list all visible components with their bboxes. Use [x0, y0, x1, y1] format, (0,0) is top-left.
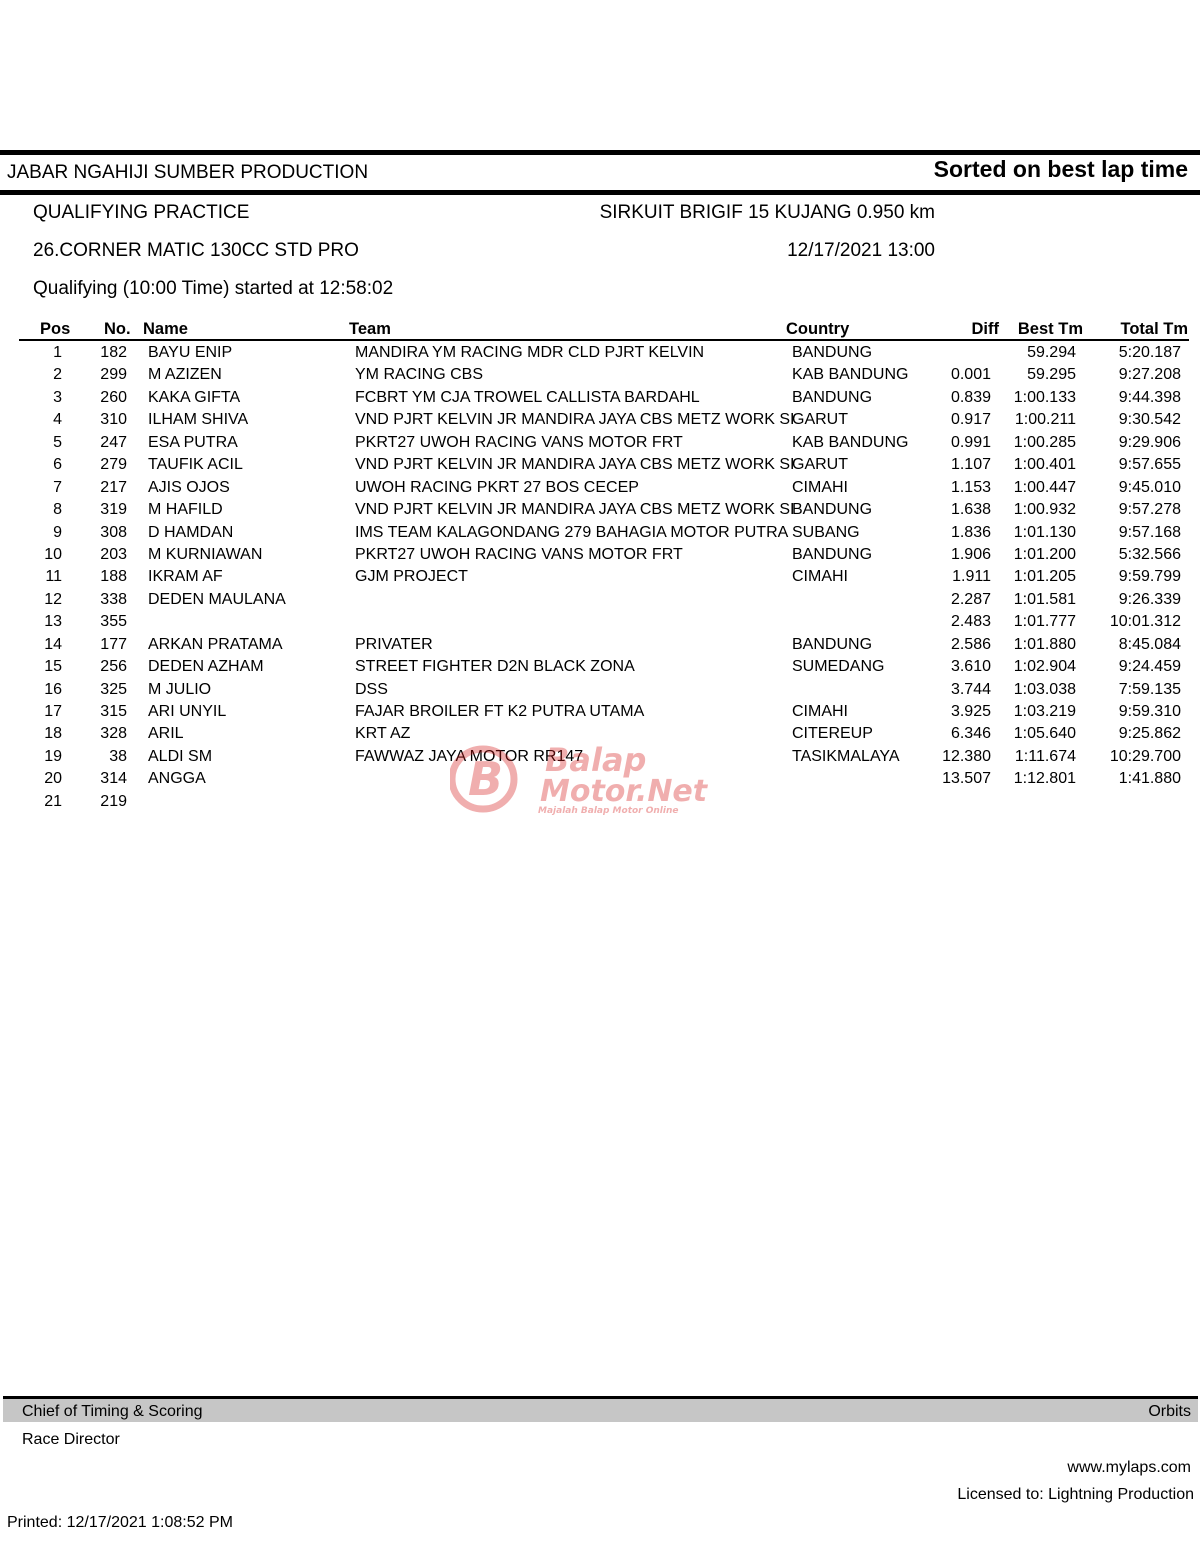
cell-total: 10:01.312 — [1109, 613, 1181, 631]
col-best-header: Best Tm — [1017, 320, 1083, 338]
printed-timestamp: Printed: 12/17/2021 1:08:52 PM — [7, 1514, 233, 1531]
cell-name: IKRAM AF — [148, 568, 223, 586]
cell-pos: 9 — [53, 523, 62, 541]
cell-no: 219 — [100, 792, 127, 810]
website-label: www.mylaps.com — [1067, 1459, 1191, 1476]
cell-best: 1:01.777 — [1013, 613, 1076, 631]
session-start: Qualifying (10:00 Time) started at 12:58:02 — [33, 278, 394, 299]
cell-pos: 8 — [53, 501, 62, 519]
table-row — [0, 410, 1200, 432]
cell-best: 1:01.130 — [1013, 523, 1076, 541]
cell-no: 38 — [109, 747, 127, 765]
cell-country: CIMAHI — [792, 568, 848, 586]
cell-no: 325 — [100, 680, 127, 698]
cell-country: SUBANG — [792, 523, 860, 541]
table-row — [0, 433, 1200, 455]
cell-country: BANDUNG — [792, 344, 873, 361]
cell-country: BANDUNG — [792, 635, 873, 653]
chief-of-timing: Chief of Timing & Scoring — [22, 1403, 203, 1420]
cell-pos: 5 — [53, 433, 62, 451]
cell-team: IMS TEAM KALAGONDANG 279 BAHAGIA MOTOR PUTRA — [355, 523, 789, 541]
table-row — [0, 702, 1200, 724]
col-total-header: Total Tm — [1120, 320, 1188, 338]
cell-name: ARIL — [148, 725, 184, 743]
cell-best: 1:01.581 — [1013, 590, 1076, 608]
cell-total: 9:29.906 — [1118, 433, 1181, 451]
cell-diff: 0.001 — [950, 366, 991, 384]
cell-no: 310 — [100, 411, 127, 429]
cell-pos: 2 — [53, 366, 62, 384]
cell-country: BANDUNG — [792, 388, 873, 406]
table-row — [0, 545, 1200, 567]
cell-pos: 4 — [53, 411, 62, 429]
cell-best: 1:00.401 — [1013, 456, 1076, 474]
cell-name: M HAFILD — [148, 501, 223, 519]
cell-total: 9:45.010 — [1118, 478, 1181, 496]
cell-no: 319 — [100, 501, 127, 519]
watermark-tagline: Majalah Balap Motor Online — [538, 806, 679, 816]
cell-name: ESA PUTRA — [148, 433, 238, 451]
cell-diff: 2.483 — [950, 613, 991, 631]
cell-name: DEDEN AZHAM — [148, 658, 264, 676]
cell-best: 1:11.674 — [1014, 747, 1076, 765]
cell-total: 1:41.880 — [1118, 770, 1181, 788]
cell-diff: 1.911 — [952, 568, 991, 586]
cell-no: 182 — [100, 344, 127, 361]
cell-total: 9:44.398 — [1118, 388, 1181, 406]
cell-best: 59.294 — [1027, 344, 1076, 361]
cell-team: FAJAR BROILER FT K2 PUTRA UTAMA — [355, 703, 645, 720]
cell-country: GARUT — [792, 411, 848, 429]
license-label: Licensed to: Lightning Production — [957, 1486, 1194, 1503]
cell-pos: 10 — [44, 545, 62, 563]
cell-name: DEDEN MAULANA — [148, 590, 286, 608]
cell-best: 1:05.640 — [1013, 725, 1076, 743]
cell-team: MANDIRA YM RACING MDR CLD PJRT KELVIN — [355, 344, 705, 361]
cell-no: 328 — [100, 725, 127, 743]
cell-no: 177 — [100, 635, 127, 653]
cell-team: STREET FIGHTER D2N BLACK ZONA — [355, 658, 635, 676]
col-team-header: Team — [349, 320, 391, 338]
results-table — [0, 343, 1200, 814]
cell-pos: 16 — [44, 680, 62, 698]
cell-country: GARUT — [792, 456, 848, 474]
cell-total: 9:24.459 — [1118, 658, 1181, 676]
cell-total: 5:32.566 — [1118, 545, 1181, 563]
cell-diff: 1.107 — [950, 456, 991, 474]
cell-best: 1:01.200 — [1013, 545, 1076, 563]
cell-total: 9:59.310 — [1118, 703, 1181, 720]
col-pos-header: Pos — [40, 320, 71, 338]
cell-pos: 19 — [44, 747, 62, 765]
cell-total: 9:27.208 — [1118, 366, 1181, 384]
cell-diff: 12.380 — [942, 747, 991, 765]
cell-diff: 6.346 — [950, 725, 991, 743]
table-row — [0, 724, 1200, 746]
cell-no: 355 — [100, 613, 127, 631]
cell-best: 1:00.211 — [1014, 411, 1076, 429]
cell-best: 1:02.904 — [1013, 658, 1076, 676]
cell-name: M KURNIAWAN — [148, 545, 263, 563]
col-name-header: Name — [143, 320, 188, 338]
orbits-label: Orbits — [1148, 1403, 1191, 1420]
cell-team: FCBRT YM CJA TROWEL CALLISTA BARDAHL — [355, 388, 700, 406]
cell-total: 9:25.862 — [1118, 725, 1181, 743]
table-row — [0, 343, 1200, 365]
cell-best: 1:01.205 — [1013, 568, 1076, 586]
cell-team: YM RACING CBS — [355, 366, 484, 384]
cell-country: BANDUNG — [792, 545, 873, 563]
cell-best: 1:00.447 — [1013, 478, 1076, 496]
cell-no: 315 — [100, 703, 127, 720]
table-row — [0, 567, 1200, 589]
cell-no: 314 — [100, 770, 127, 788]
cell-diff: 2.586 — [950, 635, 991, 653]
cell-pos: 15 — [44, 658, 62, 676]
cell-no: 279 — [100, 456, 127, 474]
cell-best: 59.295 — [1027, 366, 1076, 384]
cell-diff: 0.839 — [950, 388, 991, 406]
cell-name: ARI UNYIL — [148, 703, 227, 720]
cell-no: 203 — [100, 545, 127, 563]
results-header — [0, 320, 1200, 340]
cell-country: KAB BANDUNG — [792, 433, 909, 451]
header-rule — [0, 190, 1200, 195]
top-rule — [0, 150, 1200, 155]
cell-best: 1:12.801 — [1013, 770, 1076, 788]
table-row — [0, 792, 1200, 814]
cell-no: 217 — [100, 478, 127, 496]
cell-country: CIMAHI — [792, 478, 848, 496]
table-row — [0, 747, 1200, 769]
table-row — [0, 455, 1200, 477]
cell-diff: 0.917 — [950, 411, 991, 429]
col-no-header: No. — [104, 320, 131, 338]
cell-total: 9:30.542 — [1118, 411, 1181, 429]
cell-name: D HAMDAN — [148, 523, 234, 541]
cell-name: M JULIO — [148, 680, 212, 698]
cell-name: TAUFIK ACIL — [148, 456, 243, 474]
cell-team: VND PJRT KELVIN JR MANDIRA JAYA CBS METZ WORK SI — [355, 411, 795, 429]
cell-total: 9:26.339 — [1118, 590, 1181, 608]
cell-country: KAB BANDUNG — [792, 366, 909, 384]
cell-best: 1:00.932 — [1013, 501, 1076, 519]
organizer-title: JABAR NGAHIJI SUMBER PRODUCTION — [7, 162, 369, 183]
cell-name: BAYU ENIP — [148, 344, 233, 361]
cell-best: 1:03.038 — [1013, 680, 1076, 698]
cell-diff: 13.507 — [942, 770, 991, 788]
cell-pos: 14 — [44, 635, 62, 653]
table-row — [0, 500, 1200, 522]
circuit-name: SIRKUIT BRIGIF 15 KUJANG 0.950 km — [599, 202, 935, 223]
cell-total: 5:20.187 — [1118, 344, 1181, 361]
session-date: 12/17/2021 13:00 — [787, 240, 935, 261]
col-country-header: Country — [786, 320, 850, 338]
cell-country: SUMEDANG — [792, 658, 885, 676]
cell-name: ILHAM SHIVA — [148, 411, 249, 429]
cell-name: ANGGA — [148, 770, 206, 788]
cell-no: 188 — [100, 568, 127, 586]
cell-country: CIMAHI — [792, 703, 848, 720]
table-row — [0, 635, 1200, 657]
cell-name: ALDI SM — [148, 747, 213, 765]
cell-diff: 1.836 — [950, 523, 991, 541]
cell-pos: 6 — [53, 456, 62, 474]
cell-team: PRIVATER — [355, 635, 433, 653]
cell-country: CITEREUP — [792, 725, 873, 743]
cell-team: DSS — [355, 680, 388, 698]
table-row — [0, 769, 1200, 791]
cell-team: PKRT27 UWOH RACING VANS MOTOR FRT — [355, 545, 683, 563]
table-row — [0, 388, 1200, 410]
watermark-line1: Balap — [545, 741, 647, 779]
table-row — [0, 365, 1200, 387]
cell-pos: 7 — [53, 478, 62, 496]
table-row — [0, 612, 1200, 634]
race-director: Race Director — [22, 1431, 120, 1448]
cell-team: UWOH RACING PKRT 27 BOS CECEP — [355, 478, 639, 496]
cell-total: 9:57.168 — [1118, 523, 1181, 541]
cell-team: GJM PROJECT — [355, 568, 468, 586]
table-row — [0, 590, 1200, 612]
cell-best: 1:01.880 — [1013, 635, 1076, 653]
table-header-rule — [19, 339, 1189, 341]
cell-total: 8:45.084 — [1118, 635, 1181, 653]
cell-team: VND PJRT KELVIN JR MANDIRA JAYA CBS METZ WORK SI — [355, 501, 795, 519]
cell-pos: 1 — [53, 344, 62, 361]
cell-pos: 18 — [44, 725, 62, 743]
cell-total: 7:59.135 — [1118, 680, 1181, 698]
cell-pos: 13 — [44, 613, 62, 631]
cell-diff: 1.153 — [950, 478, 991, 496]
cell-total: 10:29.700 — [1109, 747, 1181, 765]
cell-pos: 11 — [45, 568, 62, 586]
cell-name: ARKAN PRATAMA — [148, 635, 283, 653]
cell-name: KAKA GIFTA — [148, 388, 241, 406]
cell-best: 1:03.219 — [1013, 703, 1076, 720]
watermark-line2: Motor.Net — [540, 774, 708, 809]
session-name: QUALIFYING PRACTICE — [33, 202, 250, 223]
cell-country: TASIKMALAYA — [792, 747, 900, 765]
cell-name: AJIS OJOS — [148, 478, 230, 496]
cell-total: 9:57.278 — [1118, 501, 1181, 519]
cell-diff: 1.638 — [950, 501, 991, 519]
cell-total: 9:59.799 — [1118, 568, 1181, 586]
cell-pos: 17 — [44, 703, 62, 720]
cell-team: VND PJRT KELVIN JR MANDIRA JAYA CBS METZ WORK SI — [355, 456, 795, 474]
cell-team: PKRT27 UWOH RACING VANS MOTOR FRT — [355, 433, 683, 451]
cell-diff: 1.906 — [950, 545, 991, 563]
cell-pos: 3 — [53, 388, 62, 406]
cell-pos: 20 — [44, 770, 62, 788]
watermark-letter: B — [468, 752, 504, 806]
cell-total: 9:57.655 — [1118, 456, 1181, 474]
cell-pos: 12 — [44, 590, 62, 608]
cell-no: 247 — [100, 433, 127, 451]
cell-country: BANDUNG — [792, 501, 873, 519]
cell-diff: 0.991 — [950, 433, 991, 451]
table-row — [0, 680, 1200, 702]
cell-team: KRT AZ — [355, 725, 411, 743]
cell-best: 1:00.133 — [1013, 388, 1076, 406]
cell-team: FAWWAZ JAYA MOTOR RR147 — [355, 747, 584, 765]
cell-diff: 3.744 — [950, 680, 991, 698]
table-row — [0, 657, 1200, 679]
cell-diff: 2.287 — [950, 590, 991, 608]
cell-diff: 3.925 — [950, 703, 991, 720]
table-row — [0, 478, 1200, 500]
cell-no: 308 — [100, 523, 127, 541]
cell-no: 256 — [100, 658, 127, 676]
cell-name: M AZIZEN — [148, 366, 222, 384]
cell-pos: 21 — [44, 792, 62, 810]
cell-best: 1:00.285 — [1013, 433, 1076, 451]
cell-no: 338 — [100, 590, 127, 608]
table-row — [0, 523, 1200, 545]
col-diff-header: Diff — [971, 320, 999, 338]
cell-no: 299 — [100, 366, 127, 384]
cell-no: 260 — [100, 388, 127, 406]
sort-label: Sorted on best lap time — [933, 156, 1188, 182]
race-class: 26.CORNER MATIC 130CC STD PRO — [33, 240, 359, 261]
cell-diff: 3.610 — [950, 658, 991, 676]
